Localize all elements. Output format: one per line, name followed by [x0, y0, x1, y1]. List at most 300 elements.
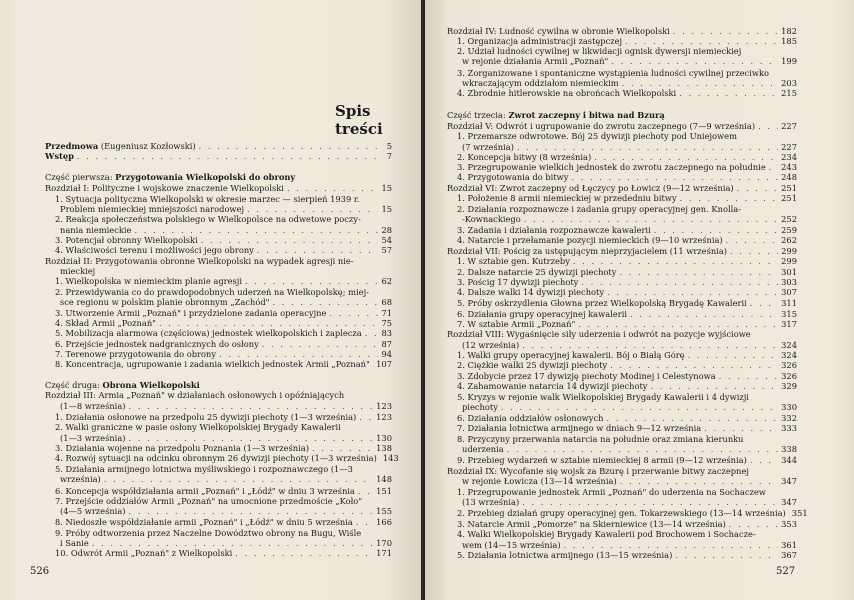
- toc-page-number: 299: [781, 256, 797, 266]
- toc-entry: [462, 214, 797, 224]
- toc-entry-title: mieckiej: [60, 266, 96, 276]
- toc-entry: [462, 78, 797, 88]
- dot-leader: [77, 151, 384, 161]
- toc-entry-title: 3. Przegrupowanie wielkich jednostek do zwrotu zaczepnego na południe: [457, 162, 766, 172]
- toc-entry-title: 8. Przyczyny przerwania natarcia na południe oraz zmiana kierunku: [457, 434, 744, 444]
- toc-entry: [462, 402, 797, 412]
- toc-entry-title: 3. Zadania i działania rozpoznawcze kawalerii: [457, 225, 651, 235]
- toc-entry-title: 7. Terenowe przygotowania do obrony: [55, 349, 217, 359]
- toc-page-number: 324: [781, 340, 797, 350]
- toc-page-number: 62: [381, 276, 392, 286]
- toc-entry-title: (7 września): [462, 142, 514, 152]
- toc-page-number: 248: [781, 172, 797, 182]
- toc-page-number: 15: [381, 204, 392, 214]
- toc-entry-title: Przedmowa (Eugeniusz Kozłowski): [45, 141, 196, 151]
- toc-entry-title: 10. Odwrót Armii „Poznań" z Wielkopolski: [55, 548, 233, 558]
- toc-entry-title: 1. Walki grupy operacyjnej kawalerii. Bój o Białą Górę: [457, 350, 685, 360]
- toc-entry-title: 3. Działania wojenne na przedpolu Poznania (1—3 września): [55, 443, 309, 453]
- toc-page-number: 143: [382, 453, 399, 463]
- toc-entry-title: 6. Koncepcja współdziałania armii „Poznań" i „Łódź" w dniu 3 września: [55, 486, 355, 496]
- dot-leader: [287, 183, 378, 193]
- dot-leader: [654, 225, 778, 235]
- toc-entry-title: nania niemieckie: [60, 225, 132, 235]
- toc-entry: [457, 319, 797, 329]
- toc-page-number: 107: [376, 359, 392, 369]
- toc-entry-title: 3. Natarcie Armii „Pomorze" na Skierniewice (13—14 września): [457, 519, 726, 529]
- toc-entry-title: uderzenia: [462, 444, 504, 454]
- toc-entry-title: 4. Zahamowanie natarcia 14 dywizji piechoty: [457, 381, 648, 391]
- toc-entry: [457, 487, 797, 497]
- toc-page-number: 299: [781, 246, 797, 256]
- toc-entry: [55, 453, 399, 463]
- toc-page-number: 329: [781, 381, 797, 391]
- toc-page-number: 155: [376, 506, 392, 516]
- toc-page-number: 215: [781, 88, 797, 98]
- toc-page-number: 332: [781, 413, 797, 423]
- toc-entry: [60, 297, 392, 307]
- toc-entry-title: 5. Działania lotnictwa armijnego (13—15 września): [457, 550, 673, 560]
- toc-entry-title: (1—8 września): [60, 401, 126, 411]
- toc-page-number: 227: [781, 142, 797, 152]
- toc-entry: [45, 183, 392, 193]
- toc-entry-title: Rozdział II: Przygotowania obronne Wielkopolski na wypadek agresji nie-: [45, 256, 354, 266]
- dot-leader: [625, 36, 778, 46]
- dot-leader: [620, 476, 778, 486]
- toc-entry-title: 4. Właściwości terenu i możliwości jego obrony: [55, 245, 254, 255]
- toc-entry: [462, 56, 797, 66]
- toc-entry: [55, 245, 392, 255]
- toc-entry-title: 2. Przewidywania co do prawdopodobnych uderzeń na Wielkopolskę; miej-: [55, 287, 369, 297]
- dot-leader: [729, 519, 778, 529]
- toc-entry: [457, 267, 797, 277]
- dot-leader: [730, 246, 778, 256]
- dot-leader: [159, 318, 378, 328]
- dot-leader: [611, 56, 778, 66]
- toc-entry-title: wkraczającym oddziałom niemieckim: [462, 78, 619, 88]
- toc-entry-title: 2. Walki graniczne w pasie osłony Wielkopolskiej Brygady Kawalerii: [55, 422, 341, 432]
- dot-leader: [524, 214, 778, 224]
- toc-entry: [457, 381, 797, 391]
- toc-entry: [447, 246, 797, 256]
- toc-page-number: 326: [781, 371, 797, 381]
- toc-entry-title: 1. Wielkopolska w niemieckim planie agresji: [55, 276, 242, 286]
- dot-leader: [758, 121, 778, 131]
- page-title: Spis treści: [335, 102, 383, 138]
- dot-leader: [199, 141, 384, 151]
- dot-leader: [581, 277, 778, 287]
- toc-entry: [55, 287, 392, 297]
- toc-page-number: 71: [381, 308, 392, 318]
- toc-entry: [457, 508, 808, 518]
- toc-entry: [55, 443, 392, 453]
- toc-entry-title: (4—5 września): [60, 506, 126, 516]
- toc-page-number: 367: [781, 550, 797, 560]
- toc-entry: [55, 349, 392, 359]
- toc-entry: [457, 350, 797, 360]
- toc-page-number: 75: [381, 318, 392, 328]
- dot-leader: [129, 506, 374, 516]
- dot-leader: [726, 235, 778, 245]
- toc-entry: [60, 401, 392, 411]
- toc-page-number: 68: [381, 297, 392, 307]
- left-page: [0, 0, 423, 600]
- toc-entry: [462, 142, 797, 152]
- dot-leader: [134, 225, 378, 235]
- toc-entry: [457, 298, 797, 308]
- toc-list-right: [425, 0, 854, 600]
- toc-entry: [45, 390, 392, 400]
- toc-entry-title: (1—3 września): [60, 433, 126, 443]
- toc-entry-title: 7. W sztabie Armii „Poznań": [457, 319, 576, 329]
- toc-entry-title: 6. Działania grupy operacyjnej kawalerii: [457, 309, 628, 319]
- toc-entry: [457, 193, 797, 203]
- toc-page-number: 94: [381, 349, 392, 359]
- toc-entry: [60, 474, 392, 484]
- toc-entry: [60, 225, 392, 235]
- dot-leader: [129, 401, 374, 411]
- toc-page-number: 326: [781, 360, 797, 370]
- toc-entry-title: piechoty: [462, 402, 498, 412]
- toc-entry: [55, 517, 392, 527]
- toc-entry-title: 3. Utworzenie Armii „Poznań" i przydzielone zadania operacyjne: [55, 308, 327, 318]
- toc-entry-title: 2. Dalsze natarcie 25 dywizji piechoty: [457, 267, 617, 277]
- toc-entry-title: 5. Działania armijnego lotnictwa myśliwskiego i rozpoznawczego (1—3: [55, 464, 353, 474]
- toc-page-number: 123: [376, 401, 392, 411]
- dot-leader: [104, 474, 373, 484]
- toc-entry-title: Problem niemieckiej mniejszości narodowej: [60, 204, 245, 214]
- toc-entry-title: 4. Rozwój sytuacji na odcinku obronnym 26 dywizji piechoty (1—3 września): [55, 453, 377, 463]
- dot-leader: [606, 413, 778, 423]
- toc-entry: [457, 68, 797, 78]
- toc-entry-title: Rozdział VII: Pościg za ustępującym nieprzyjacielem (11 września): [447, 246, 728, 256]
- toc-page-number: 171: [376, 548, 392, 558]
- toc-entry-title: 1. Przemarsze odwrotowe. Bój 25 dywizji piechoty pod Uniejowem: [457, 131, 737, 141]
- toc-page-number: 317: [781, 319, 797, 329]
- right-page: [425, 0, 854, 600]
- toc-page-number: 185: [781, 36, 797, 46]
- toc-page-number: 347: [781, 497, 797, 507]
- toc-entry: [462, 444, 797, 454]
- dot-leader: [272, 297, 378, 307]
- toc-entry: [457, 309, 797, 319]
- dot-leader: [262, 339, 379, 349]
- toc-entry: [55, 276, 392, 286]
- toc-entry-title: 4. Walki Wielkopolskiej Brygady Kawalerii pod Brochowem i Sochacze-: [457, 529, 756, 539]
- dot-leader: [235, 548, 373, 558]
- toc-entry: [55, 235, 392, 245]
- toc-entry-title: 4. Dalsze walki 14 dywizji piechoty: [457, 287, 605, 297]
- toc-page-number: 330: [781, 402, 797, 412]
- toc-entry: [462, 497, 797, 507]
- dot-leader: [622, 78, 778, 88]
- toc-entry-title: w rejonie działania Armii „Poznań": [462, 56, 609, 66]
- toc-entry: [457, 46, 797, 56]
- toc-page-number: 28: [381, 225, 392, 235]
- toc-page-number: 227: [781, 121, 797, 131]
- toc-entry: [457, 455, 797, 465]
- toc-entry: [457, 413, 797, 423]
- toc-page-number: 182: [781, 26, 797, 36]
- toc-entry: [447, 329, 797, 339]
- toc-entry-title: 1. Sytuacja polityczna Wielkopolski w okresie marzec — sierpień 1939 r.: [55, 194, 360, 204]
- toc-page-number: 259: [781, 225, 797, 235]
- toc-entry: [462, 540, 797, 550]
- dot-leader: [522, 497, 778, 507]
- toc-page-number: 353: [781, 519, 797, 529]
- dot-leader: [750, 455, 778, 465]
- toc-entry: [60, 538, 392, 548]
- toc-entry: [55, 214, 392, 224]
- toc-entry-title: 3. Zdobycie przez 17 dywizję piechoty Modinej i Celestynowa: [457, 371, 716, 381]
- toc-page-number: 252: [781, 214, 797, 224]
- toc-entry: [457, 519, 797, 529]
- dot-leader: [680, 193, 779, 203]
- dot-leader: [501, 402, 778, 412]
- toc-page-number: 15: [381, 183, 392, 193]
- toc-entry-title: września): [60, 474, 101, 484]
- toc-entry: [457, 235, 797, 245]
- toc-entry: [60, 506, 392, 516]
- toc-entry-title: 1. W sztabie gen. Kutrzeby: [457, 256, 570, 266]
- dot-leader: [675, 550, 778, 560]
- dot-leader: [594, 152, 778, 162]
- dot-leader: [630, 309, 778, 319]
- toc-page-number: 57: [381, 245, 392, 255]
- toc-entry-title: 9. Próby odtworzenia przez Naczelne Dowództwo obrony na Bugu, Wiśle: [55, 528, 362, 538]
- dot-leader: [522, 340, 778, 350]
- toc-entry: [457, 162, 797, 172]
- toc-entry: [447, 110, 797, 120]
- dot-leader: [573, 256, 778, 266]
- dot-leader: [619, 267, 778, 277]
- toc-entry-title: 8. Koncentracja, ugrupowanie i zadania wielkich jednostek Armii „Poznań": [55, 359, 370, 369]
- dot-leader: [737, 183, 778, 193]
- toc-entry: [45, 380, 392, 390]
- toc-entry-title: 4. Skład Armii „Poznań": [55, 318, 156, 328]
- toc-entry-title: 2. Przebieg działań grupy operacyjnej gen. Tokarzewskiego (13—14 września): [457, 508, 786, 518]
- dot-leader: [201, 235, 379, 245]
- toc-page-number: 130: [376, 433, 392, 443]
- dot-leader: [257, 245, 379, 255]
- toc-entry-title: 5. Mobilizacja alarmowa (częściowa) jednostek wielkopolskich i zaplecza: [55, 328, 362, 338]
- toc-entry: [45, 172, 392, 182]
- toc-entry-title: wem (14—15 września): [462, 540, 561, 550]
- toc-entry-title: 1. Przegrupowanie jednostek Armii „Poznań" do uderzenia na Sochaczew: [457, 487, 766, 497]
- toc-page-number: 351: [791, 508, 808, 518]
- toc-entry-title: Rozdział I: Polityczne i wojskowe znaczenie Wielkopolski: [45, 183, 284, 193]
- toc-entry: [457, 88, 797, 98]
- toc-entry: [55, 308, 392, 318]
- toc-entry: [447, 26, 797, 36]
- toc-entry: [55, 422, 392, 432]
- toc-entry-title: 6. Przejście jednostek nadgranicznych do osłony: [55, 339, 259, 349]
- toc-page-number: 315: [781, 309, 797, 319]
- toc-page-number: 333: [781, 423, 797, 433]
- toc-entry: [457, 360, 797, 370]
- dot-leader: [607, 287, 778, 297]
- toc-entry: [457, 204, 797, 214]
- toc-entry-title: w rejonie Łowicza (13—14 września): [462, 476, 617, 486]
- dot-leader: [92, 538, 373, 548]
- toc-page-number: 324: [781, 350, 797, 360]
- dot-leader: [750, 298, 778, 308]
- toc-page-number: 307: [781, 287, 797, 297]
- dot-leader: [704, 423, 778, 433]
- toc-page-number: 344: [781, 455, 797, 465]
- toc-entry: [457, 172, 797, 182]
- toc-entry-title: 3. Zorganizowane i spontaniczne wystąpienia ludności cywilnej przeciwko: [457, 68, 770, 78]
- toc-page-number: 5: [386, 141, 392, 151]
- toc-entry-title: Rozdział III: Armia „Poznań" w działaniach osłonowych i opóźniających: [45, 390, 345, 400]
- toc-entry-title: 2. Działania rozpoznawcze i zadania grupy operacyjnej gen. Knolla-: [457, 204, 741, 214]
- toc-entry-title: 8. Niedoszłe współdziałanie armii „Poznań" i „Łódź" w dniu 5 września: [55, 517, 353, 527]
- toc-entry: [60, 204, 392, 214]
- dot-leader: [247, 204, 378, 214]
- toc-entry: [55, 464, 392, 474]
- toc-entry-title: 5. Kryzys w rejonie walk Wielkopolskiej Brygady Kawalerii i 4 dywizji: [457, 392, 749, 402]
- toc-page-number: 7: [386, 151, 392, 161]
- toc-entry-title: 1. Organizacja administracji zastępczej: [457, 36, 623, 46]
- toc-entry-title: 2. Ciężkie walki 25 dywizji piechoty: [457, 360, 608, 370]
- dot-leader: [312, 443, 373, 453]
- dot-leader: [578, 319, 778, 329]
- page-number-left: 526: [30, 566, 50, 577]
- toc-page-number: 311: [781, 298, 797, 308]
- toc-entry: [457, 36, 797, 46]
- dot-leader: [651, 381, 779, 391]
- dot-leader: [245, 276, 378, 286]
- toc-entry: [457, 225, 797, 235]
- toc-page-number: 54: [381, 235, 392, 245]
- toc-entry-title: Rozdział VIII: Wygaśnięcie siły uderzenia i odwrót na pozycje wyjściowe: [447, 329, 751, 339]
- dot-leader: [719, 371, 778, 381]
- dot-leader: [673, 26, 778, 36]
- toc-entry-title: 7. Przejście oddziałów Armii „Poznań" na umocnione przedmoście „Koło": [55, 496, 363, 506]
- toc-entry-title: Część druga: Obrona Wielkopolski: [45, 380, 200, 390]
- dot-leader: [507, 444, 778, 454]
- toc-entry: [457, 152, 797, 162]
- toc-page-number: 151: [376, 486, 392, 496]
- dot-leader: [359, 412, 373, 422]
- toc-entry-title: 7. Działania lotnictwa armijnego w dniach 9—12 września: [457, 423, 702, 433]
- dot-leader: [688, 350, 779, 360]
- toc-entry: [55, 359, 392, 369]
- toc-page-number: 251: [781, 193, 797, 203]
- toc-entry-title: 1. Położenie 8 armii niemieckiej w przededniu bitwy: [457, 193, 677, 203]
- toc-entry-title: 2. Reakcja społeczeństwa polskiego w Wielkopolsce na odwetowe poczy-: [55, 214, 361, 224]
- toc-page-number: 203: [781, 78, 797, 88]
- toc-entry-title: 2. Udział ludności cywilnej w likwidacji ognisk dywersji niemieckiej: [457, 46, 742, 56]
- toc-page-number: 303: [781, 277, 797, 287]
- dot-leader: [679, 88, 778, 98]
- toc-list-left: [0, 0, 423, 600]
- toc-entry-title: 5. Próby oskrzydlenia Głowna przez Wielkopolską Brygadę Kawalerii: [457, 298, 747, 308]
- dot-leader: [329, 308, 378, 318]
- toc-entry-title: Rozdział VI: Zwrot zaczepny od Łęczycy po Łowicz (9—12 września): [447, 183, 734, 193]
- toc-entry: [447, 121, 797, 131]
- toc-entry: [55, 528, 392, 538]
- dot-leader: [365, 328, 379, 338]
- toc-entry: [55, 318, 392, 328]
- toc-entry: [55, 486, 392, 496]
- toc-page-number: 338: [781, 444, 797, 454]
- toc-entry: [447, 183, 797, 193]
- toc-entry: [45, 151, 392, 161]
- toc-entry-title: (13 września): [462, 497, 520, 507]
- toc-entry: [457, 277, 797, 287]
- toc-entry-title: sce regionu w polskim planie obronnym „Zachód": [60, 297, 270, 307]
- toc-page-number: 148: [376, 474, 392, 484]
- toc-entry: [457, 371, 797, 381]
- toc-entry: [457, 529, 797, 539]
- toc-page-number: 199: [781, 56, 797, 66]
- toc-entry: [55, 194, 392, 204]
- toc-page-number: 251: [781, 183, 797, 193]
- toc-entry: [462, 476, 797, 486]
- toc-entry-title: -Kownackiego: [462, 214, 521, 224]
- toc-page-number: 166: [376, 517, 392, 527]
- toc-page-number: 243: [781, 162, 797, 172]
- toc-entry-title: Rozdział IV: Ludność cywilna w obronie Wielkopolski: [447, 26, 670, 36]
- toc-entry-title: (12 września): [462, 340, 520, 350]
- dot-leader: [356, 517, 373, 527]
- toc-entry: [447, 466, 797, 476]
- dot-leader: [129, 433, 374, 443]
- toc-entry: [457, 131, 797, 141]
- toc-entry: [55, 548, 392, 558]
- toc-entry-title: 3. Pościg 17 dywizji piechoty: [457, 277, 579, 287]
- toc-entry: [60, 433, 392, 443]
- dot-leader: [769, 162, 778, 172]
- toc-page-number: 83: [381, 328, 392, 338]
- toc-entry-title: 9. Przebieg wydarzeń w sztabie niemieckiej 8 armii (9—12 września): [457, 455, 747, 465]
- toc-entry: [55, 412, 392, 422]
- dot-leader: [219, 349, 378, 359]
- toc-entry-title: 4. Zbrodnie hitlerowskie na obrońcach Wielkopolski: [457, 88, 677, 98]
- toc-entry-title: Wstęp: [45, 151, 74, 161]
- toc-entry: [457, 256, 797, 266]
- toc-entry-title: Rozdział V: Odwrót i ugrupowanie do zwrotu zaczepnego (7—9 września): [447, 121, 756, 131]
- toc-page-number: 262: [781, 235, 797, 245]
- dot-leader: [517, 142, 778, 152]
- toc-entry: [462, 340, 797, 350]
- toc-entry-title: 4. Przygotowania do bitwy: [457, 172, 569, 182]
- toc-page-number: 361: [781, 540, 797, 550]
- dot-leader: [610, 360, 778, 370]
- dot-leader: [358, 486, 373, 496]
- toc-entry: [45, 256, 392, 266]
- toc-entry-title: Część pierwsza: Przygotowania Wielkopolski do obrony: [45, 172, 296, 182]
- toc-page-number: 301: [781, 267, 797, 277]
- toc-entry-title: 1. Działania osłonowe na przedpolu 25 dywizji piechoty (1—3 września): [55, 412, 357, 422]
- toc-entry: [457, 434, 797, 444]
- toc-page-number: 234: [781, 152, 797, 162]
- dot-leader: [564, 540, 779, 550]
- toc-entry-title: 4. Natarcie i przełamanie pozycji niemieckich (9—10 września): [457, 235, 723, 245]
- toc-entry-title: 6. Działania oddziałów osłonowych: [457, 413, 604, 423]
- toc-entry-title: i Sanie: [60, 538, 89, 548]
- toc-entry: [457, 550, 797, 560]
- toc-entry-title: 2. Koncepcja bitwy (8 września): [457, 152, 592, 162]
- toc-entry-title: 3. Potencjał obronny Wielkopolski: [55, 235, 198, 245]
- toc-entry-title: Część trzecia: Zwrot zaczepny i bitwa nad Bzurą: [447, 110, 665, 120]
- page-number-right: 527: [776, 566, 796, 577]
- toc-entry: [457, 423, 797, 433]
- toc-entry: [55, 328, 392, 338]
- dot-leader: [571, 172, 778, 182]
- toc-page-number: 138: [376, 443, 392, 453]
- toc-page-number: 87: [381, 339, 392, 349]
